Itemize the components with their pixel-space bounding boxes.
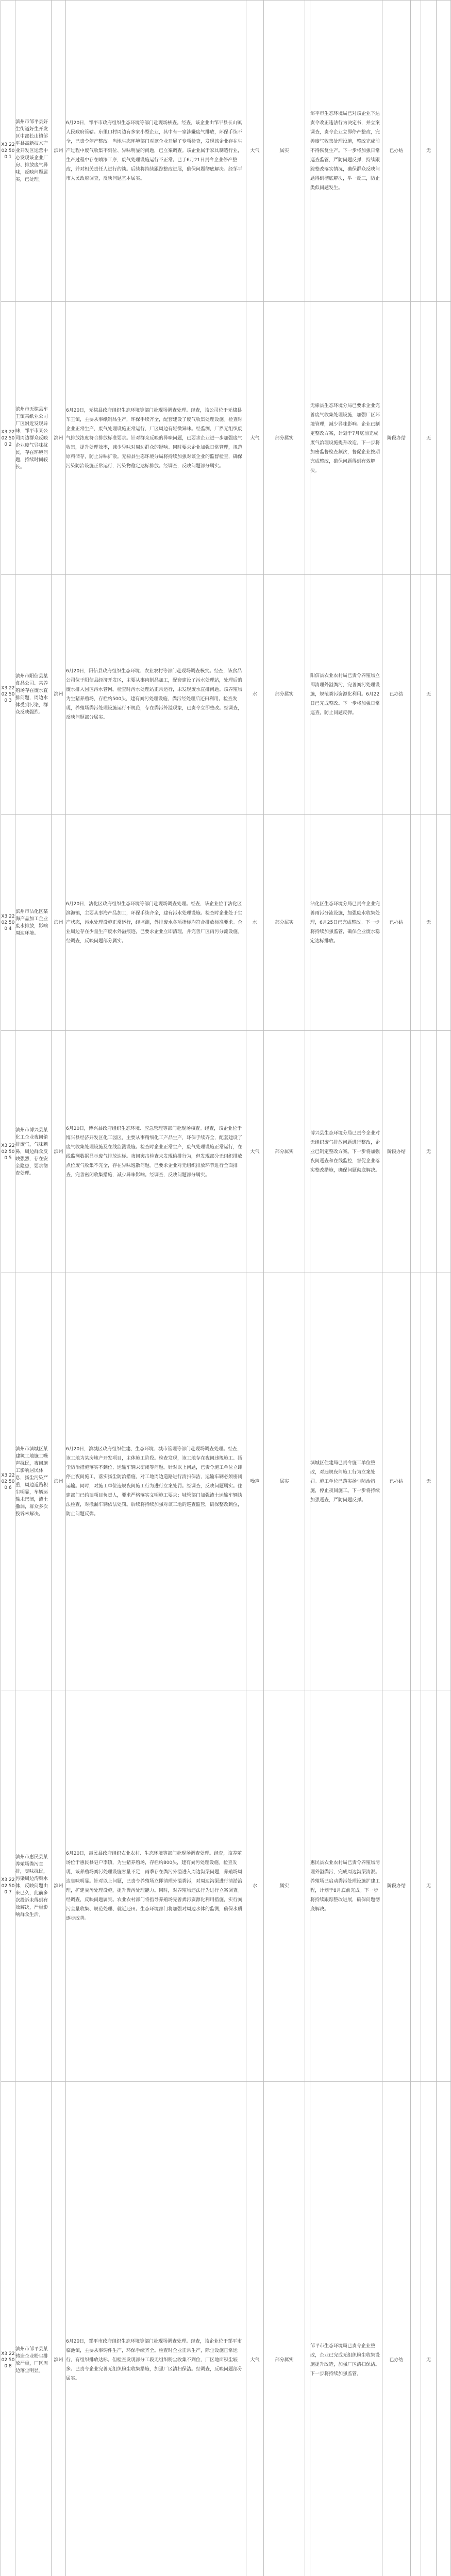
district-cell: 滨州 [52,302,66,575]
row-id-cell: X3 22 02 500 3 [1,575,15,815]
investigation-detail-cell: 6月20日，无棣县政府组织生态环境等部门赴现场调查处理。经查，该公司位于无棣县车王镇，主要从事纸制品生产，环保手续齐全，配套建设了废气收集处理设施。检查时企业正常生产，废气处理设施正常运行，厂区周边有轻微异味。经监测，厂界无组织废气排放浓度符合排放标准要求。针对群众反映的异味问题，已要求企业进一步加强废气收集，提升处理效率，减少异味对周边群众的影响。同时要求企业加强日常管理，规范原料储存，防止异味扩散。无棣县生态环境分局将持续加强对该企业的监督检查，确保污染防治设施正常运行，污染物稳定达标排放。经调查，反映问题部分属实。 [66,302,246,575]
district-cell: 滨州 [52,1,66,302]
table-row [1,1690,451,2082]
grade-cell: 无 [421,1,437,302]
row-id-cell: X3 22 02 500 5 [1,1031,15,1273]
investigation-detail-cell: 6月20日，阳信县政府组织生态环境、农业农村等部门赴现场调查核实。经查，该食品公司位于阳信县经济开发区，主要从事肉制品加工，配套建设了污水处理站，处理后的废水排入园区污水管网。检查时污水处理站正常运行，未发现废水直排问题。该养殖场为生猪养殖场，存栏约500头，建有粪污处理设施，粪污经处理后还田利用。检查发现，养殖场粪污处理设施运行不规范，存在粪污外溢现象，已责令立即整改。经调查，反映问题部分属实。 [66,575,246,815]
spacer-cell [437,1,451,302]
spacer-cell [305,815,310,1031]
investigation-detail-cell: 6月20日，博兴县政府组织生态环境、应急管理等部门赴现场核查。经查，该企业位于博兴县经济开发区化工园区，主要从事精细化工产品生产，环保手续齐全，配套建设了废气收集处理设施及在线监测设施。检查时企业正常生产，废气处理设施正常运行，在线监测数据显示废气排放达标。夜间突击检查未发现偷排行为，但发现部分无组织排放点位废气收集不完全，存在异味逸散问题。已要求企业对无组织排放环节进行全面排查，完善密闭收集措施，减少异味影响。经调查，反映问题部分属实。 [66,1031,246,1273]
complaint-description-cell: 滨州市惠民县某养殖场粪污直排，臭味扰民，污染周边沟渠水体，反映问题由来已久，此前多次投诉未得到有效解决，严重影响群众生活。 [15,1690,52,2082]
verification-cell: 部分属实 [264,815,305,1031]
verification-cell: 属实 [264,1690,305,2082]
table-row [1,1031,451,1273]
problem-type-cell: 水 [246,1690,264,2082]
verification-cell: 部分属实 [264,302,305,575]
handling-result-cell: 滨城区住建局已责令施工单位整改，对违规夜间施工行为立案处罚。施工单位已落实扬尘防治措施，停止夜间施工。下一步将持续加强巡查，严防问题反弹。 [310,1273,382,1690]
status-cell: 已办结 [382,1,411,302]
status-cell: 已办结 [382,2082,411,2576]
handling-result-cell: 邹平市生态环境局已对该企业下达责令改正违法行为决定书，并立案调查，责令企业立即停产整改，完善废气收集处理设施，整改完成前不得恢复生产。下一步将加强日常巡查监管，严防问题反弹，持续跟踪整改落实情况，确保群众反映问题得到彻底解决，举一反三，防止类似问题发生。 [310,1,382,302]
grade-cell: 无 [421,1031,437,1273]
problem-type-cell: 水 [246,815,264,1031]
investigation-detail-cell: 6月20日，邹平市政府组织生态环境等部门赴现场调查处理。经查，该企业位于邹平市临池镇，主要从事铸件生产，环保手续齐全。检查时企业正常生产，除尘设施正常运行，有组织排放达标。但检查发现部分工段无组织粉尘收集不到位，厂区地面积尘较多。已责令企业完善无组织粉尘收集措施，加强厂区清扫保洁。经调查，反映问题部分属实。 [66,2082,246,2576]
status-cell: 已办结 [382,1273,411,1690]
status-cell: 已办结 [382,575,411,815]
grade-cell: 无 [421,815,437,1031]
spacer-cell [305,302,310,575]
complaint-description-cell: 滨州市沾化区某海产品加工企业废水排放，影响周边环境。 [15,815,52,1031]
spacer-cell [305,1273,310,1690]
spacer-cell [437,1273,451,1690]
handling-result-cell: 沾化区生态环境分局已责令企业完善雨污分流设施，加强废水收集处理，6月25日已完成整改。下一步将持续加强监管，确保企业废水稳定达标排放。 [310,815,382,1031]
district-cell: 滨州 [52,815,66,1031]
complaint-description-cell: 滨州市博兴县某化工企业夜间偷排废气，气味刺鼻，周边群众反映强烈，存在安全隐患，要求彻查处理。 [15,1031,52,1273]
spacer-cell [305,1031,310,1273]
spacer-cell [437,815,451,1031]
table-row [1,815,451,1031]
problem-type-cell: 水 [246,575,264,815]
spacer-cell [411,575,421,815]
table-row [1,575,451,815]
district-cell: 滨州 [52,1273,66,1690]
grade-cell: 无 [421,1690,437,2082]
spacer-cell [411,1273,421,1690]
verification-cell: 部分属实 [264,1031,305,1273]
status-cell: 阶段办结 [382,1690,411,2082]
spacer-cell [411,2082,421,2576]
problem-type-cell: 噪声 [246,1273,264,1690]
verification-cell: 属实 [264,1273,305,1690]
row-id-cell: X3 22 02 500 4 [1,815,15,1031]
handling-result-cell: 无棣县生态环境分局已要求企业完善废气收集处理设施，加强厂区环境管理，减少异味影响。企业已制定整改方案，计划于7月底前完成废气治理设施提升改造。下一步将加密监督检查频次，督促企业按期完成整改，确保问题得到有效解决。 [310,302,382,575]
spacer-cell [305,2082,310,2576]
grade-cell: 无 [421,2082,437,2576]
status-cell: 阶段办结 [382,302,411,575]
spacer-cell [305,575,310,815]
problem-type-cell: 大气 [246,2082,264,2576]
row-id-cell: X3 22 02 500 1 [1,1,15,302]
table-row [1,1,451,302]
verification-cell: 属实 [264,1,305,302]
handling-result-cell: 博兴县生态环境分局已责令企业对无组织废气排放问题进行整改，企业已制定整改方案。下一步将加强夜间巡查和在线监控，督促企业落实整改措施，确保问题彻底解决。 [310,1031,382,1273]
investigation-detail-cell: 6月20日，惠民县政府组织农业农村、生态环境等部门赴现场调查处理。经查，该养殖场位于惠民县皂户李镇，为生猪养殖场，存栏约800头，建有粪污处理设施。检查发现，该养殖场粪污处理设施容量不足，雨季存在粪污外溢进入周边沟渠问题，养殖场周边臭味明显。针对以上问题，已责令养殖场立即清理外溢粪污，对周边沟渠进行清淤治理，扩建粪污处理设施，提升粪污处理能力。同时，对养殖场违法行为进行立案调查。经调查，反映问题属实。农业农村部门将指导养殖场完善粪污资源化利用措施，实行粪污全量收集、规范处理、就近还田。生态环境部门将加强对周边水体的监测，确保水质逐步改善。 [66,1690,246,2082]
spacer-cell [437,2082,451,2576]
row-id-cell: X3 22 02 500 8 [1,2082,15,2576]
row-id-cell: X3 22 02 500 7 [1,1690,15,2082]
row-id-cell: X3 22 02 500 2 [1,302,15,575]
handling-result-cell: 阳信县农业农村局已责令养殖场立即清理外溢粪污，完善粪污处理设施，规范粪污资源化利用。6月22日已完成整改。下一步将加强日常巡查，防止问题反弹。 [310,575,382,815]
district-cell: 滨州 [52,1031,66,1273]
complaint-description-cell: 滨州市滨城区某建筑工地施工噪声扰民，夜间施工影响居民休息，扬尘污染严重，周边道路积尘明显，车辆运输未密闭，渣土撒漏，群众多次投诉未解决。 [15,1273,52,1690]
district-cell: 滨州 [52,575,66,815]
district-cell: 滨州 [52,2082,66,2576]
row-id-cell: X3 22 02 500 6 [1,1273,15,1690]
grade-cell: 无 [421,575,437,815]
spacer-cell [437,302,451,575]
spacer-cell [305,1,310,302]
investigation-detail-cell: 6月20日，滨城区政府组织住建、生态环境、城市管理等部门赴现场调查处理。经查，该工地为某房地产开发项目，主体施工阶段。检查发现，该工地存在夜间违规施工、扬尘防治措施落实不到位、运输车辆未密闭等问题。针对以上问题，已责令施工单位立即停止夜间施工，落实扬尘防治措施，对工地周边道路进行清扫保洁，运输车辆必须密闭运输。同时，对施工单位违规夜间施工行为进行立案处罚。经调查，反映问题属实。住建部门已约谈项目负责人，要求严格落实文明施工要求；城管部门加强渣土运输车辆执法检查，对撒漏车辆依法处罚。后续将持续加强对该工地的巡查监管，确保整改到位，防止问题反弹。 [66,1273,246,1690]
grade-cell: 无 [421,302,437,575]
verification-cell: 部分属实 [264,2082,305,2576]
grade-cell: 无 [421,1273,437,1690]
spacer-cell [411,1,421,302]
complaint-description-cell: 滨州市无棣县车王镇某纸业公司厂区附近发现异味，邹平市某公司周边群众反映企业废气异味扰民，存在环境问题，持续时间较长。 [15,302,52,575]
table-row [1,302,451,575]
spacer-cell [305,1690,310,2082]
spacer-cell [437,575,451,815]
complaint-description-cell: 滨州市阳信县某食品公司、某养殖场存在废水直排问题，周边水体受到污染，群众反映强烈。 [15,575,52,815]
data-grid [1,0,451,2576]
district-cell: 滨州 [52,1690,66,2082]
investigation-detail-cell: 6月20日，沾化区政府组织生态环境等部门赴现场调查处理。经查，该企业位于沾化区滨海镇，主要从事海产品加工，环保手续齐全，建有污水处理设施。检查时企业处于生产状态，污水处理设施正常运行，经监测，外排废水各项指标均符合排放标准要求。企业周边存在少量生产废水外溢痕迹，已要求企业立即清理，并完善厂区雨污分流设施。经调查，反映问题部分属实。 [66,815,246,1031]
spacer-cell [411,1031,421,1273]
status-cell: 已办结 [382,815,411,1031]
spacer-cell [437,1690,451,2082]
complaint-description-cell: 滨州市邹平县某铸造企业粉尘排放严重，厂区周边落尘明显。 [15,2082,52,2576]
spacer-cell [411,815,421,1031]
spacer-cell [411,1690,421,2082]
status-cell: 阶段办结 [382,1031,411,1273]
investigation-detail-cell: 6月20日，邹平市政府组织生态环境等部门赴现场核查。经查，该企业由邹平县长山镇人民政府管辖。东里口村周边有多家小型企业，其中有一家涉嫌废气排放，环保手续不全，已责令停产整改。当地生态环境部门对该企业开展了专项检查，发现该企业存在生产过程中废气收集不到位、异味明显的问题，已立案调查。该企业属于家具制造行业，生产过程中存在喷漆工序，废气处理设施运行不正常。已于6月21日责令企业停产整改，并对相关责任人进行约谈。后续将持续跟踪整改进展，确保问题彻底解决。经邹平市人民政府调查，反映问题基本属实。 [66,1,246,302]
handling-result-cell: 惠民县农业农村局已责令养殖场清理外溢粪污，完成周边沟渠清淤。养殖场已启动粪污处理设施扩建工程，计划于8月底前完成。下一步将持续跟踪整改进展，确保问题彻底解决。 [310,1690,382,2082]
verification-cell: 部分属实 [264,575,305,815]
spacer-cell [411,302,421,575]
complaint-description-cell: 滨州市邹平县好生街道好生开发区中部长山镇邹平县高新技术产业开发区运营中心发现该企业厂房、排放废气异味，反映问题属实，已处理。 [15,1,52,302]
problem-type-cell: 大气 [246,1031,264,1273]
table-row [1,2082,451,2576]
spacer-cell [437,1031,451,1273]
handling-result-cell: 邹平市生态环境局已责令企业整改，企业已完成无组织粉尘收集设施提升改造，加强厂区清扫保洁。下一步将持续加强监管。 [310,2082,382,2576]
problem-type-cell: 大气 [246,302,264,575]
table-row [1,1273,451,1690]
problem-type-cell: 大气 [246,1,264,302]
